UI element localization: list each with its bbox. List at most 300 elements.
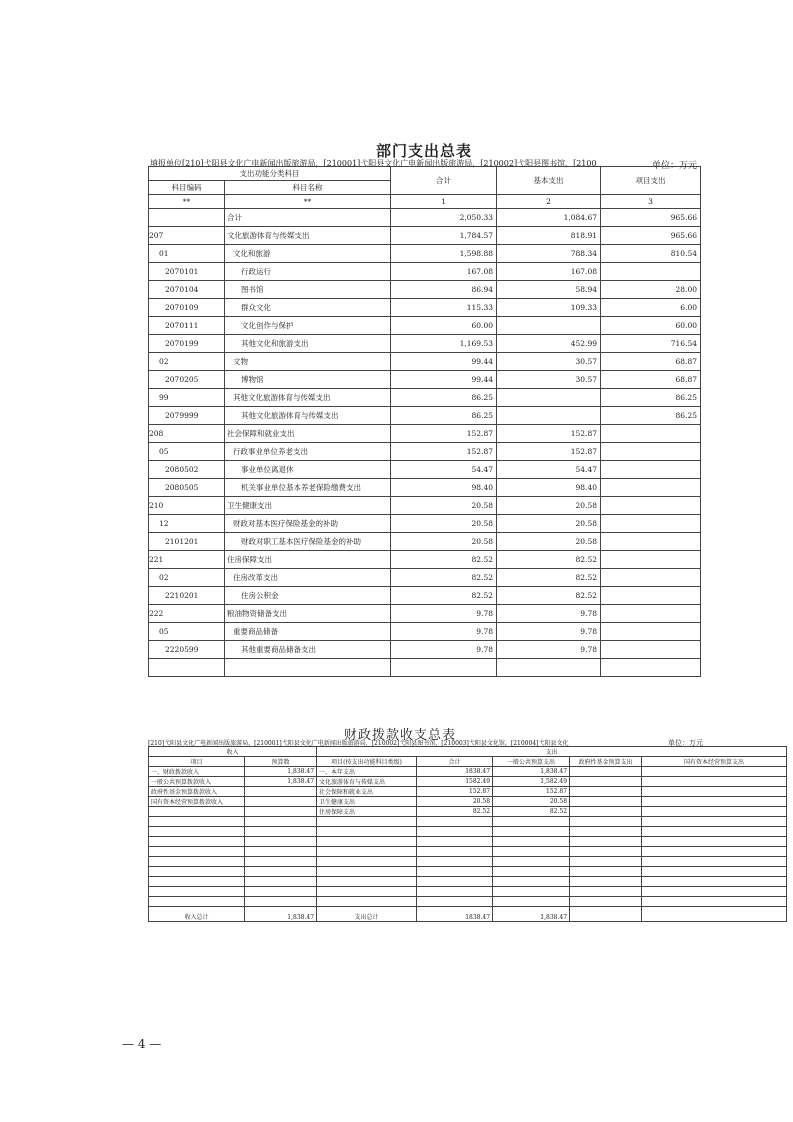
row-general: 20.58 <box>493 797 570 807</box>
row-total: 9.78 <box>391 605 497 623</box>
empty-cell <box>493 827 570 837</box>
row-code: 207 <box>149 227 225 245</box>
empty-row <box>149 837 787 847</box>
table-row <box>149 515 701 533</box>
row-name: 住房保障支出 <box>225 551 391 569</box>
row-basic: 109.33 <box>497 299 601 317</box>
row-project <box>601 443 701 461</box>
row-project: 86.25 <box>601 407 701 425</box>
header-basic: 基本支出 <box>497 167 601 195</box>
row-basic: 152.87 <box>497 443 601 461</box>
empty-cell <box>245 897 317 907</box>
empty-cell <box>149 897 245 907</box>
table-row <box>149 443 701 461</box>
empty-cell <box>317 897 417 907</box>
empty-cell <box>245 837 317 847</box>
row-project: 6.00 <box>601 299 701 317</box>
row-item <box>149 807 245 817</box>
table-row <box>149 461 701 479</box>
row-project <box>601 551 701 569</box>
row-project <box>601 461 701 479</box>
row-basic: 788.34 <box>497 245 601 263</box>
empty-cell <box>245 817 317 827</box>
row-fund <box>570 767 642 777</box>
row-name: 住房公积金 <box>225 587 391 605</box>
row-total: 1,784.57 <box>391 227 497 245</box>
table-row <box>149 407 701 425</box>
empty-row <box>149 877 787 887</box>
table1-unit: 单位：万元 <box>652 161 698 171</box>
row-item: 政府性基金预算拨款收入 <box>149 787 245 797</box>
table-row <box>149 389 701 407</box>
empty-cell <box>642 887 787 897</box>
row-total: 82.52 <box>391 569 497 587</box>
row-budget: 1,838.47 <box>245 767 317 777</box>
empty-cell <box>493 817 570 827</box>
row-total: 20.58 <box>417 797 493 807</box>
row-total: 99.44 <box>391 371 497 389</box>
empty-cell <box>417 877 493 887</box>
row-basic: 30.57 <box>497 353 601 371</box>
row-code: 2079999 <box>149 407 225 425</box>
empty-cell <box>417 887 493 897</box>
table-row <box>149 245 701 263</box>
empty-cell <box>570 867 642 877</box>
row-total: 86.94 <box>391 281 497 299</box>
row-total: 54.47 <box>391 461 497 479</box>
row-basic: 58.94 <box>497 281 601 299</box>
row-basic: 82.52 <box>497 569 601 587</box>
row-code <box>149 659 225 677</box>
header-project: 项目支出 <box>601 167 701 195</box>
header-idx3: 3 <box>601 195 701 209</box>
header-sym-code: ** <box>149 195 225 209</box>
row-name: 图书馆 <box>225 281 391 299</box>
row-total: 98.40 <box>391 479 497 497</box>
empty-cell <box>245 867 317 877</box>
row-name: 卫生健康支出 <box>225 497 391 515</box>
row-total: 1,169.53 <box>391 335 497 353</box>
empty-cell <box>149 857 245 867</box>
row-project <box>601 587 701 605</box>
empty-cell <box>317 847 417 857</box>
empty-cell <box>245 827 317 837</box>
row-code: 99 <box>149 389 225 407</box>
row-capital <box>642 797 787 807</box>
row-basic <box>497 389 601 407</box>
row-total <box>391 659 497 677</box>
table-row <box>149 605 701 623</box>
row-basic: 20.58 <box>497 533 601 551</box>
row-total: 1838.47 <box>417 767 493 777</box>
empty-cell <box>493 837 570 847</box>
row-basic: 82.52 <box>497 551 601 569</box>
header-fund: 政府性基金预算支出 <box>570 757 642 767</box>
empty-cell <box>417 827 493 837</box>
row-name: 机关事业单位基本养老保险缴费支出 <box>225 479 391 497</box>
empty-cell <box>570 857 642 867</box>
table-row <box>149 623 701 641</box>
row-basic: 20.58 <box>497 515 601 533</box>
empty-cell <box>642 877 787 887</box>
row-total: 1,598.88 <box>391 245 497 263</box>
table-row <box>149 317 701 335</box>
table-row <box>149 263 701 281</box>
total-income: 1,838.47 <box>245 907 317 922</box>
row-total: 82.52 <box>391 587 497 605</box>
table-row <box>149 807 787 817</box>
row-general: 152.87 <box>493 787 570 797</box>
empty-row <box>149 817 787 827</box>
row-general: 1,582.49 <box>493 777 570 787</box>
table-row <box>149 797 787 807</box>
empty-cell <box>417 847 493 857</box>
row-total: 9.78 <box>391 641 497 659</box>
row-code: 210 <box>149 497 225 515</box>
row-capital <box>642 787 787 797</box>
row-total: 9.78 <box>391 623 497 641</box>
row-name: 其他文化旅游体育与传媒支出 <box>225 407 391 425</box>
table-row <box>149 371 701 389</box>
row-code: 05 <box>149 623 225 641</box>
row-project <box>601 569 701 587</box>
row-total: 20.58 <box>391 497 497 515</box>
table-row <box>149 569 701 587</box>
row-basic: 152.87 <box>497 425 601 443</box>
row-item: 一般公共预算拨款收入 <box>149 777 245 787</box>
empty-cell <box>493 847 570 857</box>
table1-filing-unit: 填报单位[210]弋阳县文化广电新闻出版旅游局，[210001]弋阳县文化广电新闻出版旅游局，[210002]弋阳县图书馆，[2100 <box>150 159 597 168</box>
empty-cell <box>493 887 570 897</box>
header-total: 合计 <box>391 167 497 195</box>
row-name: 事业单位离退休 <box>225 461 391 479</box>
empty-cell <box>493 857 570 867</box>
table-row <box>149 641 701 659</box>
row-basic: 98.40 <box>497 479 601 497</box>
table-row <box>149 587 701 605</box>
empty-row <box>149 827 787 837</box>
header-income: 收入 <box>149 747 317 757</box>
row-exp-item: 社会保障和就业支出 <box>317 787 417 797</box>
empty-cell <box>317 887 417 897</box>
empty-cell <box>317 857 417 867</box>
empty-cell <box>149 837 245 847</box>
header-expense: 支出 <box>317 747 787 757</box>
header-general: 一般公共预算支出 <box>493 757 570 767</box>
empty-cell <box>642 847 787 857</box>
row-fund <box>570 797 642 807</box>
table-row <box>149 787 787 797</box>
row-budget <box>245 807 317 817</box>
table-row <box>149 479 701 497</box>
empty-cell <box>570 827 642 837</box>
row-item: 一、财政拨款收入 <box>149 767 245 777</box>
row-name: 文化创作与保护 <box>225 317 391 335</box>
empty-cell <box>417 857 493 867</box>
row-total: 1582.49 <box>417 777 493 787</box>
row-name: 行政事业单位养老支出 <box>225 443 391 461</box>
row-total: 20.58 <box>391 533 497 551</box>
header-idx2: 2 <box>497 195 601 209</box>
header-function-group: 支出功能分类科目 <box>149 167 391 181</box>
row-basic: 818.91 <box>497 227 601 245</box>
row-total: 167.08 <box>391 263 497 281</box>
row-fund <box>570 787 642 797</box>
empty-cell <box>642 867 787 877</box>
table-row <box>149 551 701 569</box>
row-code: 2080502 <box>149 461 225 479</box>
row-code: 05 <box>149 443 225 461</box>
row-code: 221 <box>149 551 225 569</box>
header-exp-item: 项目(按支出功能科目类级) <box>317 757 417 767</box>
row-total: 152.87 <box>391 425 497 443</box>
empty-cell <box>570 817 642 827</box>
empty-cell <box>570 897 642 907</box>
row-name: 博物馆 <box>225 371 391 389</box>
row-budget <box>245 797 317 807</box>
row-name: 其他文化和旅游支出 <box>225 335 391 353</box>
row-general: 1,838.47 <box>493 767 570 777</box>
row-exp-item: 住房保障支出 <box>317 807 417 817</box>
row-code: 2210201 <box>149 587 225 605</box>
empty-row <box>149 857 787 867</box>
row-code: 208 <box>149 425 225 443</box>
row-basic: 452.99 <box>497 335 601 353</box>
row-project <box>601 605 701 623</box>
row-name: 财政对职工基本医疗保险基金的补助 <box>225 533 391 551</box>
empty-cell <box>570 837 642 847</box>
row-basic: 20.58 <box>497 497 601 515</box>
row-project <box>601 533 701 551</box>
row-fund <box>570 777 642 787</box>
row-name: 文化旅游体育与传媒支出 <box>225 227 391 245</box>
table2-filing-unit: [210]弋阳县文化广电新闻出版旅游局，[210001]弋阳县文化广电新闻出版旅游局，[210002]弋阳县图书馆，[210003]弋阳县文化馆，[210004]弋阳县文化 <box>148 740 569 747</box>
row-name: 文化和旅游 <box>225 245 391 263</box>
total-expense-label: 支出总计 <box>317 907 417 922</box>
empty-row <box>149 897 787 907</box>
total-general: 1,838.47 <box>493 907 570 922</box>
row-project: 68.87 <box>601 371 701 389</box>
empty-cell <box>149 817 245 827</box>
page-number: — 4 — <box>122 1037 162 1051</box>
table-row <box>149 767 787 777</box>
row-total: 152.87 <box>391 443 497 461</box>
row-project <box>601 641 701 659</box>
row-code: 2070205 <box>149 371 225 389</box>
row-code: 2070109 <box>149 299 225 317</box>
row-total: 99.44 <box>391 353 497 371</box>
row-budget <box>245 787 317 797</box>
row-project: 965.66 <box>601 227 701 245</box>
empty-cell <box>642 827 787 837</box>
row-project: 965.66 <box>601 209 701 227</box>
empty-cell <box>642 837 787 847</box>
row-total: 86.25 <box>391 407 497 425</box>
row-code: 222 <box>149 605 225 623</box>
row-total: 60.00 <box>391 317 497 335</box>
row-basic <box>497 659 601 677</box>
row-budget: 1,838.47 <box>245 777 317 787</box>
row-name: 群众文化 <box>225 299 391 317</box>
row-name: 合计 <box>225 209 391 227</box>
table-row <box>149 777 787 787</box>
empty-cell <box>149 847 245 857</box>
table-row <box>149 335 701 353</box>
table-row <box>149 533 701 551</box>
empty-row <box>149 847 787 857</box>
row-project <box>601 515 701 533</box>
row-project <box>601 623 701 641</box>
row-code: 2070111 <box>149 317 225 335</box>
row-basic: 9.78 <box>497 623 601 641</box>
row-total: 82.52 <box>391 551 497 569</box>
row-project <box>601 479 701 497</box>
empty-cell <box>317 867 417 877</box>
row-basic: 82.52 <box>497 587 601 605</box>
row-project: 86.25 <box>601 389 701 407</box>
row-basic: 30.57 <box>497 371 601 389</box>
row-capital <box>642 777 787 787</box>
empty-cell <box>317 877 417 887</box>
row-code: 2070101 <box>149 263 225 281</box>
row-total: 115.33 <box>391 299 497 317</box>
table1-title: 部门支出总表 <box>376 142 473 160</box>
row-name: 其他重要商品储备支出 <box>225 641 391 659</box>
row-project <box>601 659 701 677</box>
empty-cell <box>642 907 787 922</box>
empty-cell <box>417 897 493 907</box>
table-row <box>149 659 701 677</box>
totals-row <box>149 907 787 922</box>
row-basic <box>497 407 601 425</box>
header-total2: 合计 <box>417 757 493 767</box>
empty-cell <box>245 847 317 857</box>
table-row <box>149 497 701 515</box>
empty-cell <box>245 877 317 887</box>
row-code: 2070104 <box>149 281 225 299</box>
row-basic: 54.47 <box>497 461 601 479</box>
row-project <box>601 263 701 281</box>
row-code: 02 <box>149 569 225 587</box>
table2-unit: 单位：万元 <box>668 739 703 747</box>
row-name: 行政运行 <box>225 263 391 281</box>
row-capital <box>642 767 787 777</box>
row-project <box>601 425 701 443</box>
total-total: 1838.47 <box>417 907 493 922</box>
empty-cell <box>317 817 417 827</box>
row-code: 12 <box>149 515 225 533</box>
row-exp-item: 一、本年支出 <box>317 767 417 777</box>
table-row <box>149 353 701 371</box>
empty-cell <box>149 877 245 887</box>
row-item: 国有资本经营预算拨款收入 <box>149 797 245 807</box>
header-budget: 预算数 <box>245 757 317 767</box>
row-project: 60.00 <box>601 317 701 335</box>
empty-cell <box>149 867 245 877</box>
row-project: 810.54 <box>601 245 701 263</box>
row-code <box>149 209 225 227</box>
empty-cell <box>570 847 642 857</box>
row-code: 2101201 <box>149 533 225 551</box>
empty-cell <box>417 837 493 847</box>
empty-cell <box>493 867 570 877</box>
row-name: 文物 <box>225 353 391 371</box>
empty-cell <box>149 827 245 837</box>
row-general: 82.52 <box>493 807 570 817</box>
table-row <box>149 281 701 299</box>
table2-title: 财政拨款收支总表 <box>344 728 457 743</box>
row-basic: 1,084.67 <box>497 209 601 227</box>
table-row <box>149 227 701 245</box>
empty-cell <box>570 887 642 897</box>
empty-cell <box>245 857 317 867</box>
empty-cell <box>493 897 570 907</box>
row-total: 20.58 <box>391 515 497 533</box>
empty-cell <box>642 857 787 867</box>
empty-cell <box>570 907 642 922</box>
row-exp-item: 卫生健康支出 <box>317 797 417 807</box>
header-item: 项目 <box>149 757 245 767</box>
row-name: 财政对基本医疗保险基金的补助 <box>225 515 391 533</box>
row-code: 2220599 <box>149 641 225 659</box>
row-project <box>601 497 701 515</box>
empty-cell <box>570 877 642 887</box>
row-project: 28.00 <box>601 281 701 299</box>
row-name <box>225 659 391 677</box>
empty-cell <box>642 817 787 827</box>
row-exp-item: 文化旅游体育与传媒支出 <box>317 777 417 787</box>
row-name: 其他文化旅游体育与传媒支出 <box>225 389 391 407</box>
row-total: 82.52 <box>417 807 493 817</box>
row-code: 2070199 <box>149 335 225 353</box>
row-fund <box>570 807 642 817</box>
empty-cell <box>493 877 570 887</box>
empty-row <box>149 887 787 897</box>
empty-cell <box>642 897 787 907</box>
row-name: 住房改革支出 <box>225 569 391 587</box>
table-row <box>149 209 701 227</box>
row-project: 716.54 <box>601 335 701 353</box>
header-name: 科目名称 <box>225 181 391 195</box>
department-expense-table <box>148 166 701 677</box>
row-total: 2,050.33 <box>391 209 497 227</box>
total-income-label: 收入总计 <box>149 907 245 922</box>
row-basic: 167.08 <box>497 263 601 281</box>
row-code: 02 <box>149 353 225 371</box>
row-basic: 9.78 <box>497 605 601 623</box>
header-idx1: 1 <box>391 195 497 209</box>
empty-cell <box>417 867 493 877</box>
row-name: 粮油物资储备支出 <box>225 605 391 623</box>
row-name: 社会保障和就业支出 <box>225 425 391 443</box>
header-sym-name: ** <box>225 195 391 209</box>
header-capital: 国有资本经营预算支出 <box>642 757 787 767</box>
header-code: 科目编码 <box>149 181 225 195</box>
row-total: 152.87 <box>417 787 493 797</box>
empty-cell <box>317 827 417 837</box>
empty-cell <box>417 817 493 827</box>
empty-cell <box>317 837 417 847</box>
row-basic: 9.78 <box>497 641 601 659</box>
row-capital <box>642 807 787 817</box>
row-basic <box>497 317 601 335</box>
empty-row <box>149 867 787 877</box>
empty-cell <box>245 887 317 897</box>
row-name: 重要商品储备 <box>225 623 391 641</box>
table-row <box>149 425 701 443</box>
row-project: 68.87 <box>601 353 701 371</box>
row-total: 86.25 <box>391 389 497 407</box>
